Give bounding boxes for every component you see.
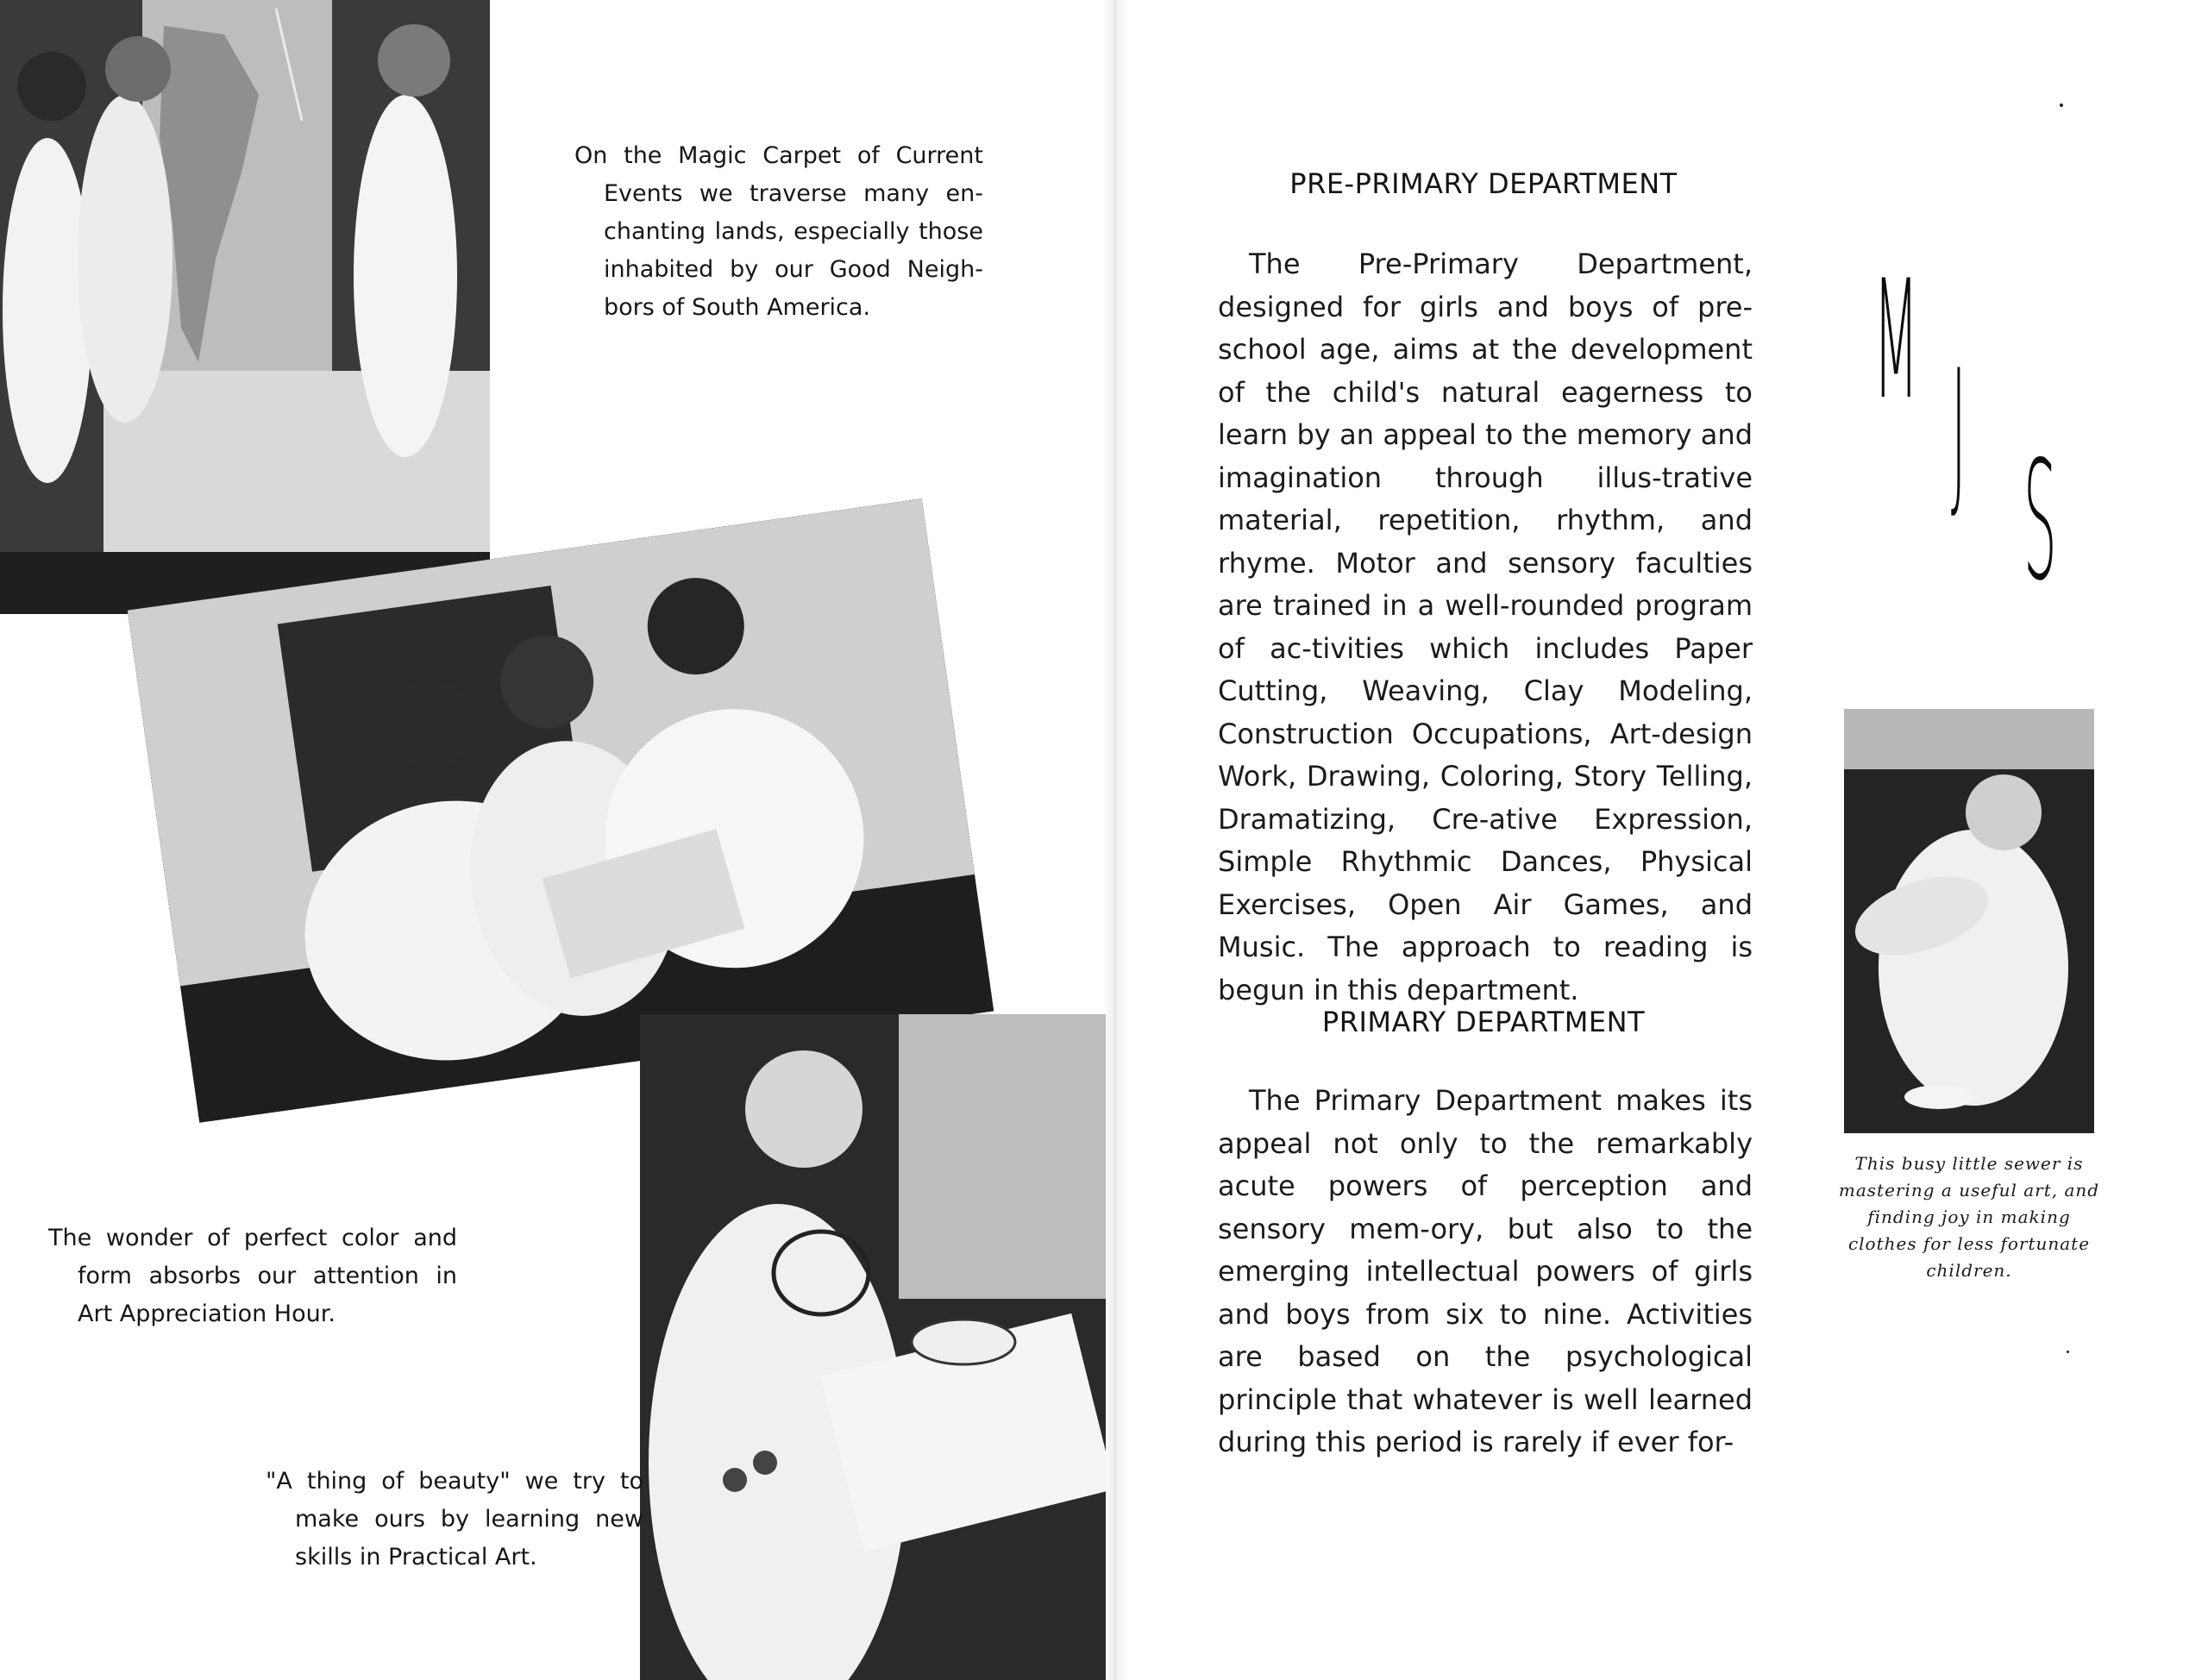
caption-map: On the Magic Carpet of Current Events we traverse many en-chanting lands, especially those inhabited by our Good Neigh-bors of South America. — [574, 142, 983, 321]
text-pre-primary: The Pre-Primary Department, designed for girls and boys of pre-school age, aims at the development of the child's natural eagerness to learn by an appeal to the memory and imagination through illus-trative material, repetition, rhythm, and rhyme. Motor and sensory faculties are trained in a well-rounded program of ac-tivities which includes Paper Cutting, Weaving, Clay Modeling, Construction Occupations, Art-design Work, Drawing, Coloring, Story Telling, Dramatizing, Cre-ative Expression, Simple Rhythmic Dances, Physical Exercises, Open Air Games, and Music. The approach to reading is begun in this department. — [1218, 248, 1753, 1006]
monogram-letter-j: J — [1951, 335, 1966, 525]
caption-art-appreciation: The wonder of perfect color and form absorbs our attention in Art Appreciation Hour. — [48, 1225, 457, 1327]
photo-sewing-girl — [1844, 709, 2094, 1133]
scan-speck — [2060, 103, 2063, 107]
text-primary: The Primary Department makes its appeal not only to the remarkably acute powers of perception and sensory mem-ory, but also to the emerging intellectual powers of girls and boys from six to nine. Activities are based on the psychological principle that whatever is well learned during this period is rarely if ever for- — [1218, 1084, 1753, 1458]
monogram-letter-s: S — [2023, 426, 2057, 617]
caption-practical-art: "A thing of beauty" we try to make ours by learning new skills in Practical Art. — [266, 1468, 643, 1570]
heading-primary: PRIMARY DEPARTMENT — [1321, 1006, 1646, 1038]
heading-pre-primary: PRE-PRIMARY DEPARTMENT — [1289, 167, 1678, 200]
page-gutter — [1102, 0, 1128, 1680]
caption-sewing-girl: This busy little sewer is mastering a useful art, and finding joy in making clothes for less fortunate children. — [1838, 1153, 2100, 1281]
photo-practical-art — [640, 1014, 1106, 1680]
monogram-letter-m: M — [1873, 245, 1919, 436]
scan-speck — [2067, 1351, 2069, 1353]
photo-map-lesson — [0, 0, 490, 614]
